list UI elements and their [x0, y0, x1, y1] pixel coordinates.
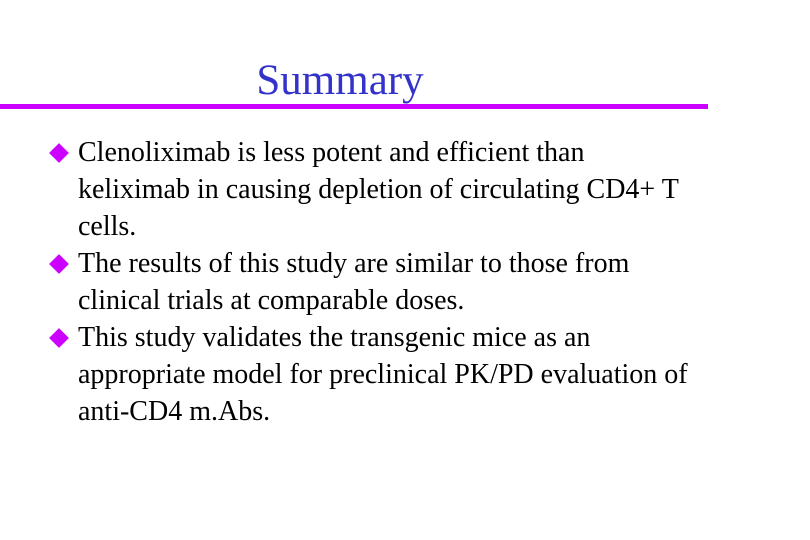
bullet-item: [52, 245, 692, 319]
diamond-bullet-icon: [49, 328, 69, 348]
bullet-text: This study validates the transgenic mice as an appropriate model for preclinical PK/PD evaluation of anti-CD4 m.Abs.: [78, 322, 688, 427]
bullet-text: Clenoliximab is less potent and efficient than keliximab in causing depletion of circulating CD4+ T cells.: [78, 137, 679, 242]
bullet-text: The results of this study are similar to those from clinical trials at comparable doses.: [78, 248, 630, 316]
bullet-item: [52, 134, 692, 245]
title-underline-rule: [0, 104, 708, 109]
slide-title: Summary: [256, 57, 424, 104]
diamond-bullet-icon: [49, 254, 69, 274]
diamond-bullet-icon: [49, 143, 69, 163]
bullet-item: [52, 319, 692, 430]
bullet-list: [52, 134, 692, 430]
